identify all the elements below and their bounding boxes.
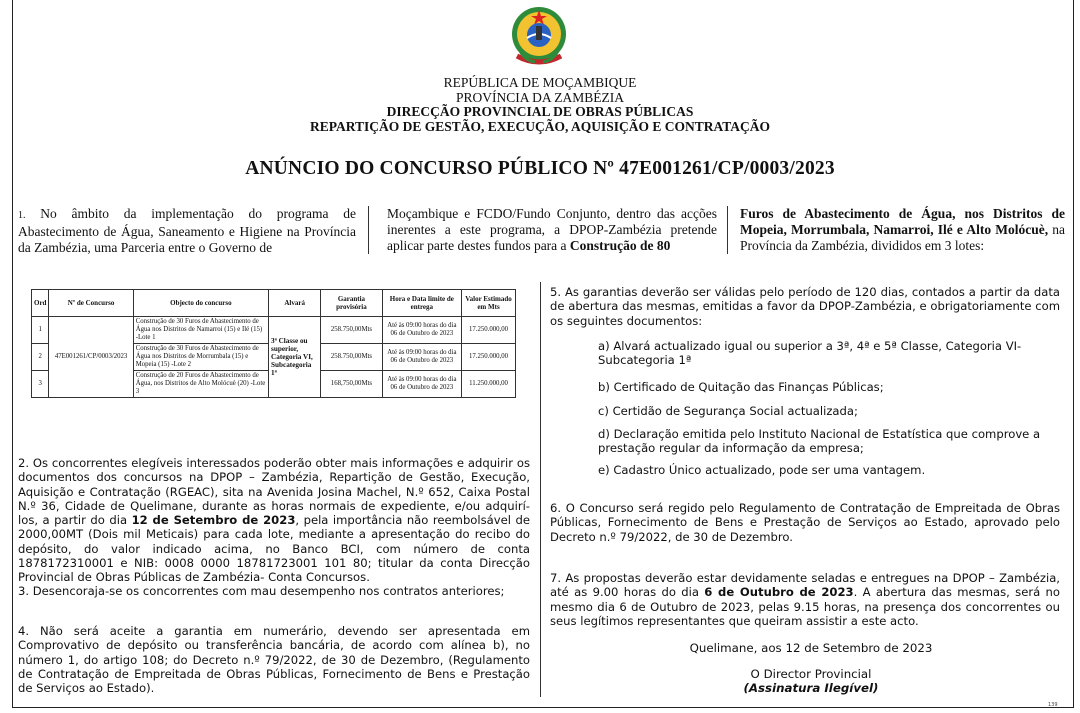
intro-column-1 [18,206,356,256]
cell-garantia: 168,750,00Mts [321,371,382,398]
letterhead [0,76,1080,134]
cell-ord: 3 [32,371,49,398]
column-divider [540,282,541,697]
column-divider [368,206,369,254]
th-valor: Valor Estimado em Mts [462,290,516,317]
intro-text-1: No âmbito da implementação do programa de Abastecimento de Água, Saneamento e Higiene na Província da Zambézia, uma Parceria entre o Governo de [18,206,356,255]
cell-garantia: 258.750,00Mts [321,344,382,371]
cell-garantia: 258.750,00Mts [321,317,382,344]
coat-of-arms-emblem [507,4,571,70]
page-title: ANÚNCIO DO CONCURSO PÚBLICO Nº 47E001261/CP/0003/2023 [245,158,835,179]
cell-valor: 17.250.000,00 [462,317,516,344]
paragraph-3: 3. Desencoraja-se os concorrentes com mau desempenho nos contratos anteriores; [18,584,505,598]
paragraph-2-text-cont: , pela importância não reembolsável de 2000,00MT (Dois mil Meticais) para cada lote, mediante a apresentação do recibo do depósito, do valor indicado acima, no Banco BCI, com número de conta 1878172310001 e NIB: 0008 0000 18781723001 101 80; titular da conta Direcção Provincial de Obras Públicas de Zambézia- Conta Concursos. [18,513,530,585]
page-number: 139 [1048,702,1058,708]
list-item: d) Declaração emitida pelo Instituto Nacional de Estatística que comprove a prestação regular da informação da empresa; [598,427,1041,456]
paragraph-2 [18,456,530,585]
intro-text-3: na Província da Zambézia, divididos em 3 lotes: [740,222,1065,253]
header-department: REPARTIÇÃO DE GESTÃO, EXECUÇÃO, AQUISIÇÃO E CONTRATAÇÃO [309,118,771,134]
th-alvara: Alvará [269,290,321,317]
intro-text-2-bold: Construção de 80 [569,238,671,253]
paragraph-2-date: 12 de Setembro de 2023 [131,513,296,528]
lots-table [31,289,516,398]
cell-valor: 17.250.000,00 [462,344,516,371]
place-date: Quelimane, aos 12 de Setembro de 2023 [689,641,933,655]
list-item: b) Certificado de Quitação das Finanças Públicas; [598,380,884,394]
cell-hora: Até às 09:00 horas do dia 06 de Outubro de 2023 [382,371,461,398]
header-republic: REPÚBLICA DE MOÇAMBIQUE [443,75,637,90]
signer-role: O Director Provincial [750,667,872,681]
intro-column-3 [740,206,1065,254]
cell-valor: 11.250.000,00 [462,371,516,398]
th-ord: Ord [32,290,49,317]
signature-note: (Assinatura Ilegível) [743,681,879,695]
cell-objecto: Construção de 20 Furos de Abastecimento de Água, nos Distritos de Alto Molócuè (20) -Lote 3 [133,371,268,398]
paragraph-7-date: 6 de Outubro de 2023 [704,585,854,600]
th-objecto: Objecto do concurso [133,290,268,317]
intro-column-2 [387,206,717,254]
th-garantia: Garantia provisória [321,290,382,317]
header-directorate: DIRECÇÃO PROVINCIAL DE OBRAS PÚBLICAS [386,104,694,119]
table-row [32,317,516,344]
paragraph-7-text-cont: . A abertura das mesmas, será no mesmo dia 6 de Outubro de 2023, pelas 9.15 horas, na presença dos concorrentes ou seus legítimos representantes que queiram assistir a este acto. [550,585,1060,628]
cell-objecto: Construção de 30 Furos de Abastecimento de Água nos Distritos de Namarroi (15) e Ilé (15) -Lote 1 [133,317,268,344]
intro-number: 1. [18,210,26,221]
list-item: a) Alvará actualizado igual ou superior a 3ª, 4ª e 5ª Classe, Categoria VI-Subcategoria 1ª [598,339,1022,368]
table-header-row [32,290,516,317]
cell-hora: Até às 09:00 horas do dia 06 de Outubro de 2023 [382,317,461,344]
list-item: c) Certidão de Segurança Social actualizada; [598,404,858,418]
paragraph-2-text: 2. Os concorrentes elegíveis interessados poderão obter mais informações e adquirir os documentos dos concursos na DPOP – Zambézia, Repartição de Gestão, Execução, Aquisição e Contratação (RGEAC), sita na Avenida Josina Machel, N.º 652, Caixa Postal N.º 36, Cidade de Quelimane, durante as horas normais de expediente, e/ou adquirí-los, a partir do dia [18,456,530,528]
cell-ord: 2 [32,344,49,371]
cell-hora: Até às 09:00 horas do dia 06 de Outubro de 2023 [382,344,461,371]
paragraph-6: 6. O Concurso será regido pelo Regulamento de Contratação de Empreitada de Obras Públicas, Fornecimento de Bens e Prestação de Serviços ao Estado, aprovado pelo Decreto n.º 79/2022, de 30 de Dezembro. [550,501,1060,544]
paragraph-5: 5. As garantias deverão ser válidas pelo período de 120 dias, contados a partir da data de abertura das mesmas, emitidas a favor da DPOP-Zambézia, e obrigatoriamente com os seguintes documentos: [550,285,1060,328]
cell-objecto: Construção de 30 Furos de Abastecimento de Água nos Distritos de Morrumbala (15) e Mopeia (15) -Lote 2 [133,344,268,371]
th-hora: Hora e Data limite de entrega [382,290,461,317]
header-province: PROVÍNCIA DA ZAMBÉZIA [455,89,624,105]
intro-text-2: Moçambique e FCDO/Fundo Conjunto, dentro das acções inerentes a este programa, a DPOP-Zambézia pretende aplicar parte destes fundos para a [387,206,717,253]
paragraph-7-text: 7. As propostas deverão estar devidamente seladas e entregues na DPOP – Zambézia, até as 9.00 horas do dia [550,571,1060,600]
cell-concurso: 47E001261/CP/0003/2023 [49,317,133,398]
cell-ord: 1 [32,317,49,344]
th-concurso: Nº de Concurso [49,290,133,317]
cell-alvara: 3ª Classe ou superior, Categoria VI, Subcategoria 1ª [269,317,321,398]
column-divider [727,206,728,254]
paragraph-4: 4. Não será aceite a garantia em numerário, devendo ser apresentada em Comprovativo de depósito ou transferência bancária, de acordo com alínea b), no número 1, do artigo 108; do Decreto n.º 79/2022, de 30 de Dezembro, (Regulamento de Contratação de Empreitada de Obras Públicas, Fornecimento de Bens e Prestação de Serviços ao Estado). [18,624,530,696]
intro-text-3-bold: Furos de Abastecimento de Água, nos Distritos de Mopeia, Morrumbala, Namarroi, Ilé e Alto Molócuè, [740,206,1065,237]
paragraph-7 [550,571,1060,628]
list-item: e) Cadastro Único actualizado, pode ser uma vantagem. [598,463,926,477]
